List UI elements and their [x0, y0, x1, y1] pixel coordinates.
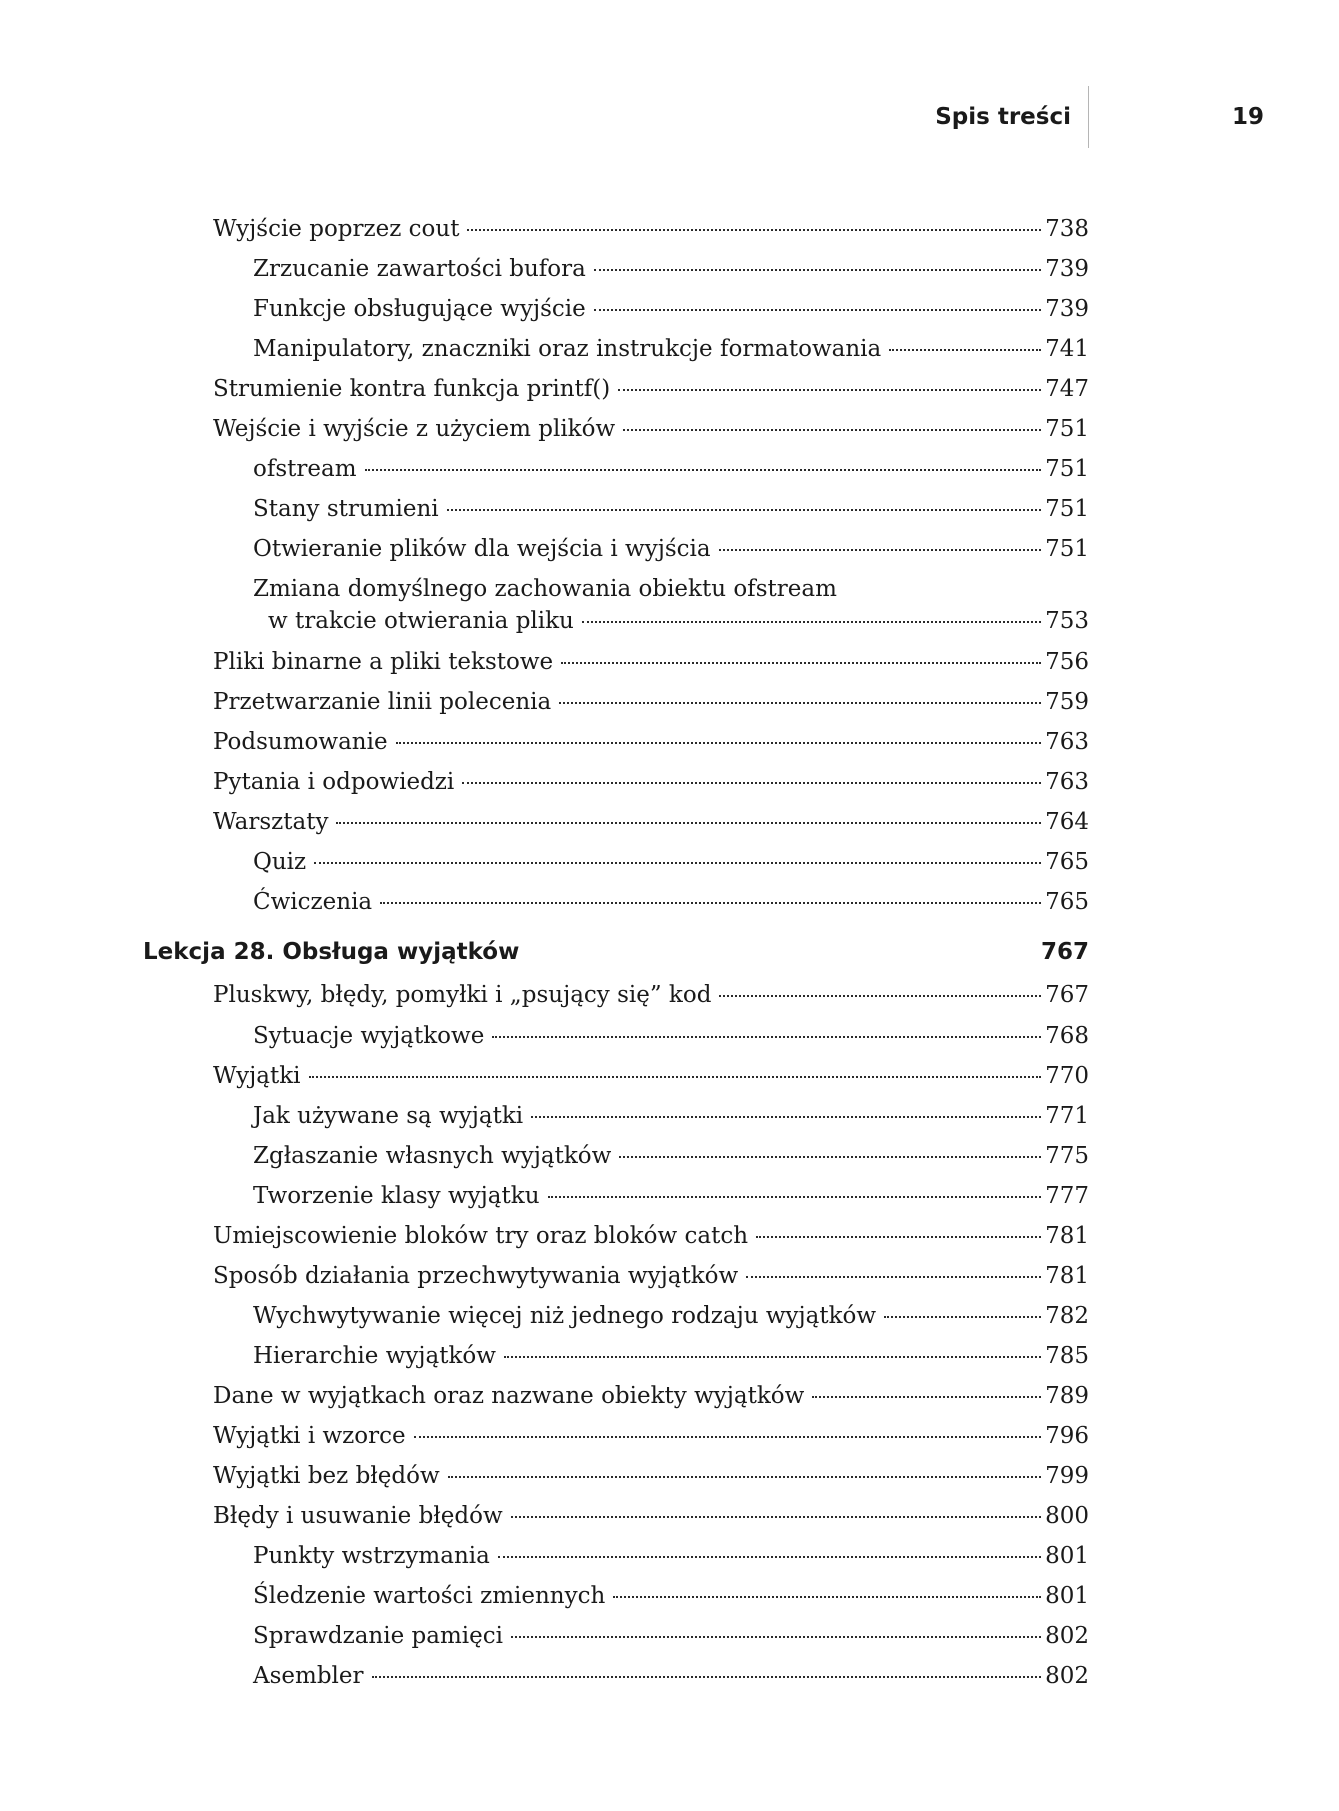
toc-entry-page: 801	[1045, 1543, 1089, 1569]
toc-entry-title: Podsumowanie	[213, 729, 388, 755]
toc-entry-title: Sytuacje wyjątkowe	[253, 1023, 485, 1049]
dot-leader	[314, 862, 1041, 864]
toc-entry	[253, 1140, 1089, 1172]
dot-leader	[623, 429, 1041, 431]
toc-entry-title: Wyjątki bez błędów	[213, 1463, 440, 1489]
toc-entry-title: Hierarchie wyjątków	[253, 1343, 496, 1369]
toc-entry	[253, 1300, 1089, 1332]
toc-entry	[213, 1420, 1089, 1452]
dot-leader	[548, 1196, 1042, 1198]
toc-entry	[253, 253, 1089, 285]
toc-entry-title: Punkty wstrzymania	[253, 1543, 490, 1569]
toc-entry	[253, 1540, 1089, 1572]
toc-entry	[213, 1460, 1089, 1492]
toc-entry	[253, 1660, 1089, 1692]
toc-entry-page: 739	[1045, 256, 1089, 282]
toc-entry	[253, 533, 1089, 565]
dot-leader	[746, 1276, 1041, 1278]
dot-leader	[531, 1116, 1041, 1118]
toc-entry-title: Otwieranie plików dla wejścia i wyjścia	[253, 536, 711, 562]
dot-leader	[613, 1596, 1041, 1598]
toc-entry-title: Wyjątki i wzorce	[213, 1423, 406, 1449]
toc-entry-page: 765	[1045, 889, 1089, 915]
dot-leader	[447, 509, 1041, 511]
toc-entry-page: 763	[1045, 769, 1089, 795]
toc-entry-page: 738	[1045, 216, 1089, 242]
running-title: Spis treści	[935, 104, 1071, 130]
chapter-title: Lekcja 28. Obsługa wyjątków	[143, 939, 520, 965]
dot-leader	[719, 549, 1041, 551]
toc-entry-page: 781	[1045, 1263, 1089, 1289]
dot-leader	[812, 1396, 1041, 1398]
toc-entry-title: Tworzenie klasy wyjątku	[253, 1183, 540, 1209]
toc-entry-title: Sprawdzanie pamięci	[253, 1623, 503, 1649]
toc-entry-page: 751	[1045, 416, 1089, 442]
dot-leader	[372, 1676, 1042, 1678]
dot-leader	[336, 822, 1041, 824]
dot-leader	[582, 621, 1041, 623]
toc-entry-title: Umiejscowienie bloków try oraz bloków catch	[213, 1223, 749, 1249]
dot-leader	[511, 1516, 1041, 1518]
toc-entry-title: Quiz	[253, 849, 307, 875]
toc-entry-page: 771	[1045, 1103, 1089, 1129]
dot-leader	[462, 782, 1041, 784]
dot-leader	[504, 1356, 1041, 1358]
toc-entry	[213, 979, 1089, 1011]
toc-entry	[213, 646, 1089, 678]
toc-entry-title: Wejście i wyjście z użyciem plików	[213, 416, 616, 442]
toc-entry-title: Strumienie kontra funkcja printf()	[213, 376, 611, 402]
toc-entry-title: Zgłaszanie własnych wyjątków	[253, 1143, 612, 1169]
dot-leader	[619, 1156, 1041, 1158]
dot-leader	[511, 1636, 1041, 1638]
toc-entry-page: 801	[1045, 1583, 1089, 1609]
toc-entry-title: Pliki binarne a pliki tekstowe	[213, 649, 554, 675]
toc-entry-page: 777	[1045, 1183, 1089, 1209]
toc-entry	[253, 1340, 1089, 1372]
dot-leader	[559, 702, 1041, 704]
toc-entry-page: 785	[1045, 1343, 1089, 1369]
page-number: 19	[1232, 104, 1265, 130]
dot-leader	[498, 1556, 1041, 1558]
toc-entry	[253, 1020, 1089, 1052]
toc-entry-title: Wyjątki	[213, 1063, 301, 1089]
toc-entry-title: Stany strumieni	[253, 496, 439, 522]
toc-entry-title-line1: Zmiana domyślnego zachowania obiektu ofstream	[253, 576, 837, 602]
toc-entry	[213, 1260, 1089, 1292]
toc-entry	[213, 1380, 1089, 1412]
toc-entry-page: 768	[1045, 1023, 1089, 1049]
toc-entry	[213, 413, 1089, 445]
dot-leader	[594, 309, 1041, 311]
dot-leader	[309, 1076, 1042, 1078]
toc-entry	[253, 1100, 1089, 1132]
toc-entry-page: 741	[1045, 336, 1089, 362]
toc-entry	[253, 293, 1089, 325]
toc-entry-page: 799	[1045, 1463, 1089, 1489]
toc-entry-title: Dane w wyjątkach oraz nazwane obiekty wyjątków	[213, 1383, 805, 1409]
dot-leader	[492, 1036, 1041, 1038]
toc-entry-page: 802	[1045, 1663, 1089, 1689]
toc-entry-page: 751	[1045, 496, 1089, 522]
toc-entry-page: 802	[1045, 1623, 1089, 1649]
toc-entry	[253, 886, 1089, 918]
toc-entry	[213, 806, 1089, 838]
toc-entry	[253, 493, 1089, 525]
toc-entry-page: 796	[1045, 1423, 1089, 1449]
toc-entry	[213, 1220, 1089, 1252]
toc-entry-title: Sposób działania przechwytywania wyjątków	[213, 1263, 739, 1289]
toc-entry	[253, 1180, 1089, 1212]
dot-leader	[380, 902, 1041, 904]
toc-entry-title: Zrzucanie zawartości bufora	[253, 256, 586, 282]
dot-leader	[889, 349, 1041, 351]
toc-entry-page: 782	[1045, 1303, 1089, 1329]
toc-entry-title: Ćwiczenia	[253, 889, 373, 915]
dot-leader	[365, 469, 1042, 471]
toc-entry-title: ofstream	[253, 456, 357, 482]
toc-entry-title-line2: w trakcie otwierania pliku	[268, 608, 574, 634]
toc-entry	[213, 726, 1089, 758]
dot-leader	[448, 1476, 1041, 1478]
toc-entry-title: Jak używane są wyjątki	[253, 1103, 524, 1129]
dot-leader	[414, 1436, 1041, 1438]
toc-entry-title: Asembler	[253, 1663, 364, 1689]
dot-leader	[719, 995, 1041, 997]
chapter-heading	[143, 935, 1089, 969]
toc-entry-page: 751	[1045, 536, 1089, 562]
dot-leader	[396, 742, 1042, 744]
dot-leader	[467, 229, 1041, 231]
toc-entry-page: 781	[1045, 1223, 1089, 1249]
dot-leader	[884, 1316, 1041, 1318]
toc-entry	[213, 766, 1089, 798]
dot-leader	[594, 269, 1041, 271]
toc-entry-page: 751	[1045, 456, 1089, 482]
toc-entry-page: 764	[1045, 809, 1089, 835]
dot-leader	[756, 1236, 1041, 1238]
toc-entry-page: 753	[1045, 608, 1089, 634]
toc-entry	[253, 846, 1089, 878]
toc-entry	[253, 333, 1089, 365]
toc-entry	[213, 373, 1089, 405]
toc-entry-page: 775	[1045, 1143, 1089, 1169]
toc-entry-title: Warsztaty	[213, 809, 329, 835]
toc-entry-title: Wyjście poprzez cout	[213, 216, 460, 242]
toc-entry-title: Przetwarzanie linii polecenia	[213, 689, 552, 715]
toc-entry-page: 800	[1045, 1503, 1089, 1529]
toc-entry-title: Błędy i usuwanie błędów	[213, 1503, 503, 1529]
toc-entry-page: 765	[1045, 849, 1089, 875]
dot-leader	[561, 662, 1041, 664]
toc-entry-page: 739	[1045, 296, 1089, 322]
toc-entry-page: 756	[1045, 649, 1089, 675]
toc-entry	[213, 1060, 1089, 1092]
toc-entry	[253, 1580, 1089, 1612]
toc-entry-title: Pytania i odpowiedzi	[213, 769, 455, 795]
dot-leader	[618, 389, 1041, 391]
toc-entry	[213, 686, 1089, 718]
chapter-page: 767	[1040, 939, 1089, 965]
toc-entry	[253, 453, 1089, 485]
toc-entry-title: Śledzenie wartości zmiennych	[253, 1583, 606, 1609]
toc-entry-page: 759	[1045, 689, 1089, 715]
toc-entry-page: 770	[1045, 1063, 1089, 1089]
toc-entry	[253, 1620, 1089, 1652]
toc-entry-title: Wychwytywanie więcej niż jednego rodzaju wyjątków	[253, 1303, 877, 1329]
toc-entry	[213, 213, 1089, 245]
toc-entry-title: Pluskwy, błędy, pomyłki i „psujący się” kod	[213, 982, 712, 1008]
toc-entry	[268, 605, 1089, 637]
toc-entry-page: 747	[1045, 376, 1089, 402]
toc-entry-page: 763	[1045, 729, 1089, 755]
toc-entry	[213, 1500, 1089, 1532]
toc-entry-page: 789	[1045, 1383, 1089, 1409]
toc-entry-title: Manipulatory, znaczniki oraz instrukcje formatowania	[253, 336, 882, 362]
toc-entry-title: Funkcje obsługujące wyjście	[253, 296, 586, 322]
toc-entry-page: 767	[1045, 982, 1089, 1008]
